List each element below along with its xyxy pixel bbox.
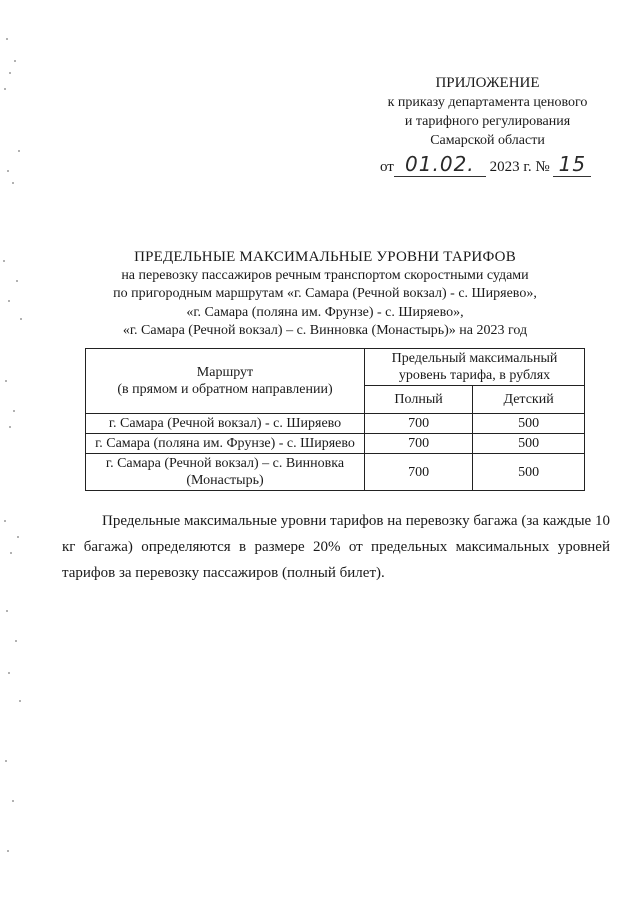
title-line-3: «г. Самара (поляна им. Фрунзе) - с. Ширяево», xyxy=(186,304,464,320)
order-year: 2023 г. № xyxy=(489,159,550,175)
appendix-line-3: Самарской области xyxy=(430,133,545,148)
full-price-cell: 700 xyxy=(365,454,473,491)
col-full-header: Полный xyxy=(365,386,473,414)
full-price-cell: 700 xyxy=(365,434,473,454)
order-prefix: от xyxy=(380,159,394,175)
title-line-2: по пригородным маршрутам «г. Самара (Речной вокзал) - с. Ширяево», xyxy=(113,286,537,301)
table-row xyxy=(86,454,585,491)
tariff-table xyxy=(85,348,585,491)
document-title xyxy=(70,248,580,341)
paragraph-line-2: 10 кг багажа) определяются в размере 20% от предельных максимальных уровней xyxy=(62,513,611,555)
appendix-header xyxy=(360,74,615,150)
title-main: ПРЕДЕЛЬНЫЕ МАКСИМАЛЬНЫЕ УРОВНИ ТАРИФОВ xyxy=(134,249,516,265)
paragraph-line-3: тарифов за перевозку пассажиров (полный билет). xyxy=(62,565,385,581)
order-reference xyxy=(380,152,610,177)
paragraph-line-1: Предельные максимальные уровни тарифов на перевозку багажа (за каждые xyxy=(102,513,592,529)
appendix-line-1: к приказу департамента ценового xyxy=(387,95,588,110)
table-header-row xyxy=(86,349,585,386)
appendix-heading: ПРИЛОЖЕНИЕ xyxy=(435,75,540,91)
table-row xyxy=(86,414,585,434)
full-price-cell: 700 xyxy=(365,414,473,434)
route-header: Маршрут xyxy=(196,365,254,380)
title-line-1: на перевозку пассажиров речным транспортом скоростными судами xyxy=(121,267,529,283)
route-cell: г. Самара (Речной вокзал) - с. Ширяево xyxy=(86,414,365,434)
child-price-cell: 500 xyxy=(473,414,585,434)
child-price-cell: 500 xyxy=(473,434,585,454)
order-date: 01.02. xyxy=(405,152,475,176)
appendix-line-2: и тарифного регулирования xyxy=(404,114,571,129)
title-line-4: «г. Самара (Речной вокзал) – с. Винновка (Монастырь)» на 2023 год xyxy=(122,323,528,338)
route-header-cell xyxy=(86,349,365,414)
child-price-cell: 500 xyxy=(473,454,585,491)
scan-artifacts xyxy=(0,0,28,905)
baggage-paragraph xyxy=(62,508,610,586)
tariff-header: Предельный максимальный уровень тарифа, в рублях xyxy=(365,349,585,386)
route-cell: г. Самара (Речной вокзал) – с. Винновка (Монастырь) xyxy=(86,454,365,491)
route-cell: г. Самара (поляна им. Фрунзе) - с. Ширяево xyxy=(86,434,365,454)
col-child-header: Детский xyxy=(473,386,585,414)
order-number: 15 xyxy=(558,152,587,176)
route-subheader: (в прямом и обратном направлении) xyxy=(117,382,333,397)
table-row xyxy=(86,434,585,454)
